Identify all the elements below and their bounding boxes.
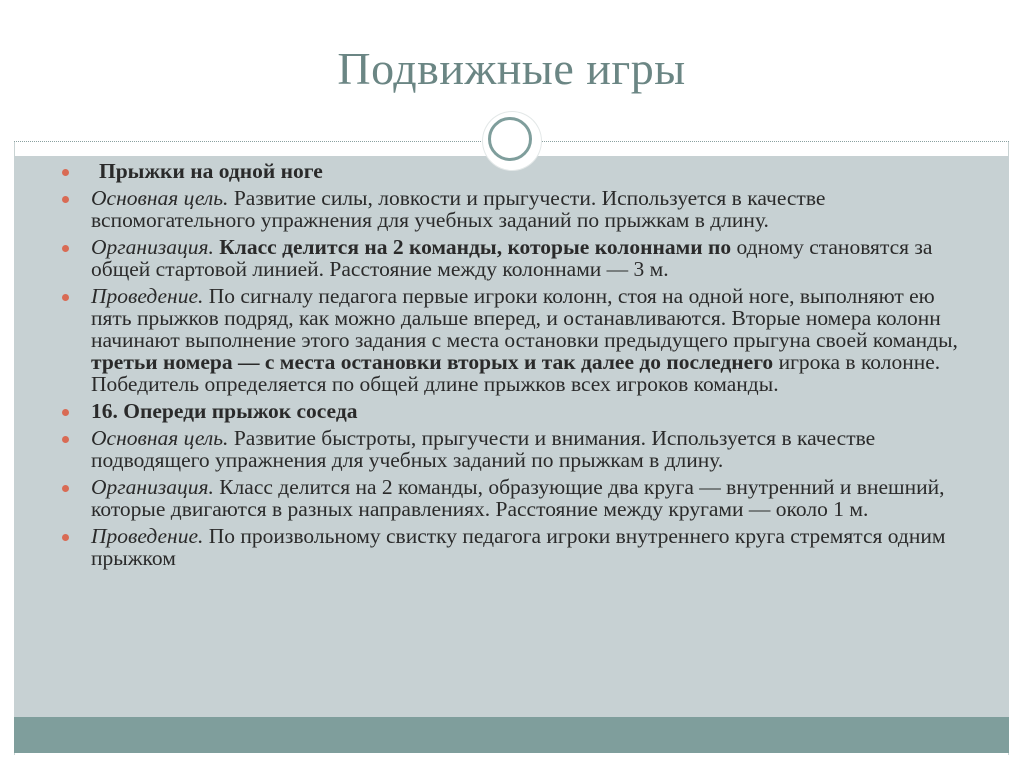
item-text-bold: третьи номера — с места остановки вторых и так далее до последнего <box>91 350 774 374</box>
item-lead: Организация. <box>91 235 214 259</box>
item-text-end: игрока в колонне. Победитель определяется по общей длине прыжков всех игроков команды. <box>91 350 941 396</box>
list-item <box>58 476 978 520</box>
item-lead: Основная цель. <box>91 426 229 450</box>
bullet-dot-icon <box>62 169 69 176</box>
item-lead: Организация. <box>91 475 214 499</box>
footer-band <box>14 717 1009 753</box>
bullet-dot-icon <box>62 196 69 203</box>
content-list <box>58 160 978 574</box>
list-item <box>58 236 978 280</box>
bullet-dot-icon <box>62 245 69 252</box>
item-text: По сигналу педагога первые игроки колонн, стоя на одной ноге, выполняют ею пять прыжков подряд, как можно дальше вперед, и останавливаются. Вторые номера колонн начинают выполнение этого задания с места остановки предыдущего прыгуна своей команды, <box>91 284 958 352</box>
item-heading: Прыжки на одной ноге <box>99 159 323 183</box>
list-item <box>58 160 978 182</box>
item-lead: Проведение. <box>91 284 204 308</box>
bullet-dot-icon <box>62 294 69 301</box>
item-text: одному становятся за общей стартовой линией. Расстояние между колоннами — 3 м. <box>91 235 933 281</box>
item-text-bold: Класс делится на 2 команды, которые колоннами по <box>213 235 732 259</box>
bullet-dot-icon <box>62 485 69 492</box>
item-lead: Проведение. <box>91 524 204 548</box>
slide-title: Подвижные игры <box>337 43 686 94</box>
list-item <box>58 285 978 395</box>
list-item <box>58 525 978 569</box>
item-heading: 16. Опереди прыжок соседа <box>91 399 358 423</box>
bullet-dot-icon <box>62 436 69 443</box>
bullet-dot-icon <box>62 534 69 541</box>
bullet-dot-icon <box>62 409 69 416</box>
list-item <box>58 187 978 231</box>
item-text: Развитие быстроты, прыгучести и внимания. Используется в качестве подводящего упражнения для учебных заданий по прыжкам в длину. <box>91 426 876 472</box>
item-text: Развитие силы, ловкости и прыгучести. Используется в качестве вспомогательного упражнения для учебных заданий по прыжкам в длину. <box>91 186 826 232</box>
list-item <box>58 400 978 422</box>
item-lead: Основная цель. <box>91 186 229 210</box>
item-text: По произвольному свистку педагога игроки внутреннего круга стремятся одним прыжком <box>91 524 946 570</box>
ring-icon <box>488 117 532 161</box>
item-text: Класс делится на 2 команды, образующие два круга — внутренний и внешний, которые двигаются в разных направлениях. Расстояние между кругами — около 1 м. <box>91 475 945 521</box>
list-item <box>58 427 978 471</box>
